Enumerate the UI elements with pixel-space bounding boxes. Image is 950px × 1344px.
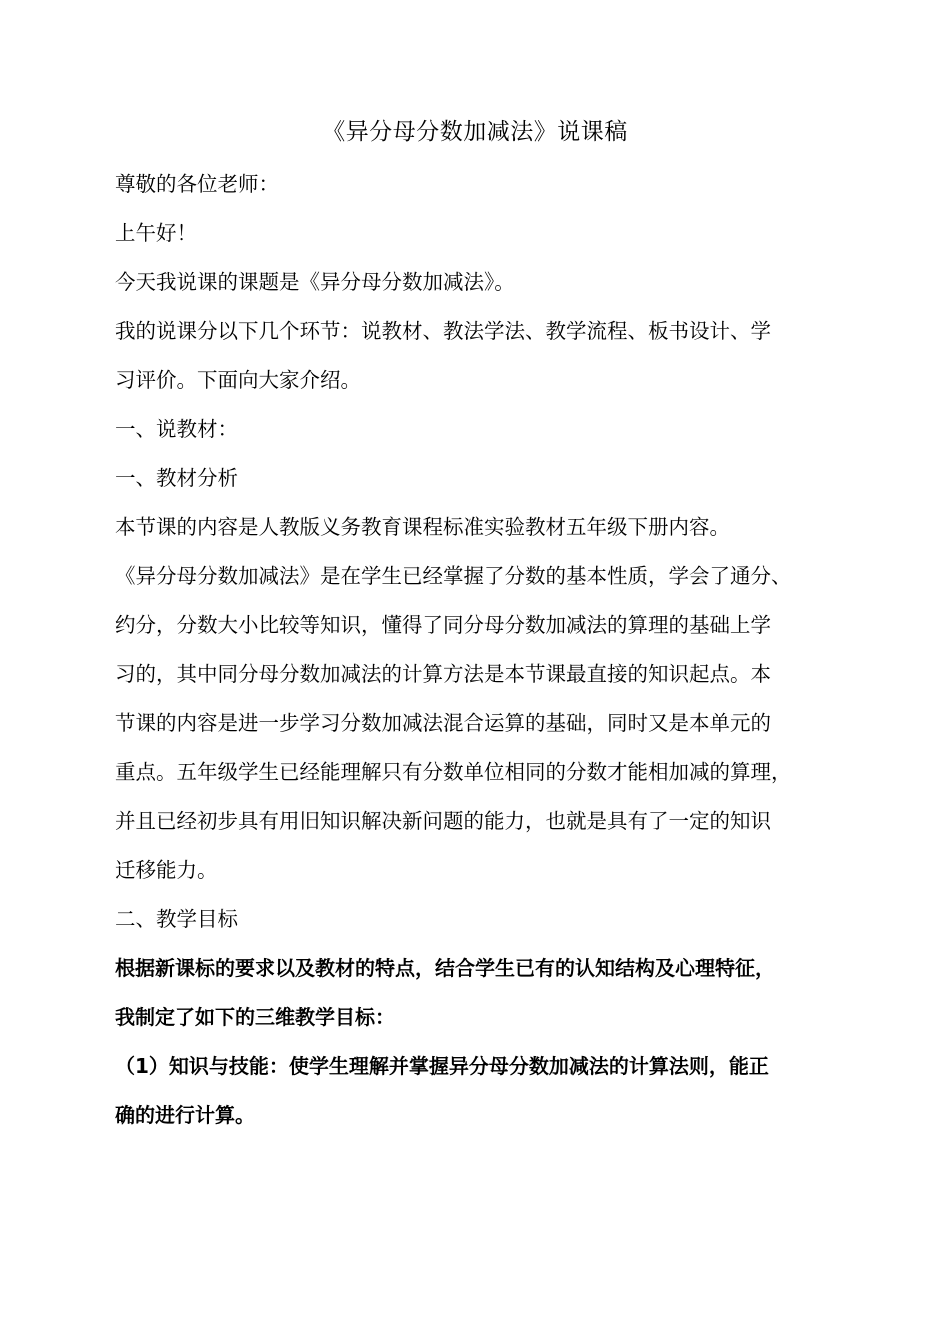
paragraph-line: 本节课的内容是人教版义务教育课程标准实验教材五年级下册内容。 [115,515,730,539]
section-heading: 一、说教材： [115,417,238,441]
paragraph-line: 我的说课分以下几个环节：说教材、教法学法、教学流程、板书设计、学 [115,319,771,343]
paragraph-line: 今天我说课的课题是《异分母分数加减法》。 [115,270,515,294]
paragraph-line: 节课的内容是进一步学习分数加减法混合运算的基础，同时又是本单元的 [115,711,771,735]
bold-paragraph-line: 根据新课标的要求以及教材的特点，结合学生已有的认知结构及心理特征， [115,956,775,980]
paragraph-line: 上午好！ [115,221,197,245]
paragraph-line: 约分，分数大小比较等知识，懂得了同分母分数加减法的算理的基础上学 [115,613,771,637]
document-body [115,160,837,1140]
paragraph-line: 并且已经初步具有用旧知识解决新问题的能力，也就是具有了一定的知识 [115,809,771,833]
bold-paragraph-line: （1）知识与技能：使学生理解并掌握异分母分数加减法的计算法则，能正 [115,1054,769,1078]
paragraph-line: 习评价。下面向大家介绍。 [115,368,361,392]
paragraph-line: 《异分母分数加减法》是在学生已经掌握了分数的基本性质，学会了通分、 [115,564,792,588]
bold-paragraph-line: 我制定了如下的三维教学目标： [115,1005,395,1029]
paragraph-line: 习的，其中同分母分数加减法的计算方法是本节课最直接的知识起点。本 [115,662,771,686]
paragraph-line: 重点。五年级学生已经能理解只有分数单位相同的分数才能相加减的算理， [115,760,792,784]
subsection-heading: 一、教材分析 [115,466,238,490]
paragraph-line: 迁移能力。 [115,858,218,882]
bold-paragraph-line: 确的进行计算。 [115,1103,255,1127]
document-title: 《异分母分数加减法》说课稿 [322,119,628,145]
subsection-heading: 二、教学目标 [115,907,238,931]
paragraph-line: 尊敬的各位老师： [115,172,279,196]
